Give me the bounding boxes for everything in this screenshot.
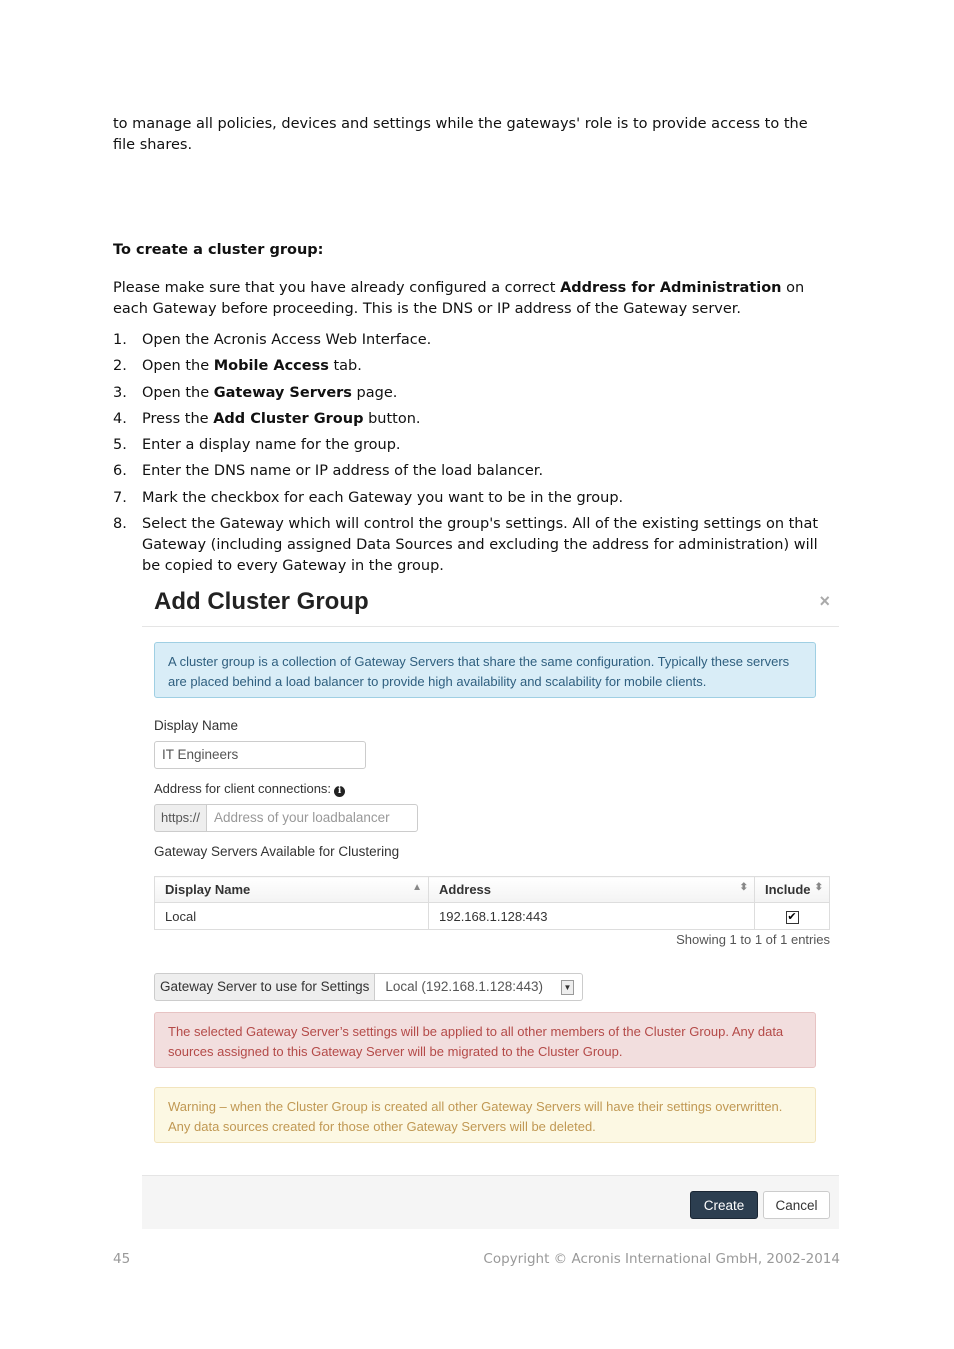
address-label-text: Address for client connections: — [154, 781, 332, 796]
copyright-notice: Copyright © Acronis International GmbH, 2002-2014 — [483, 1251, 840, 1267]
para-text-2: on each Gateway before proceeding. This is the DNS or IP address of the Gateway server. — [113, 280, 805, 317]
header-label: Display Name — [165, 882, 251, 897]
step-text: Open the — [142, 384, 214, 401]
header-label: Include — [765, 882, 811, 897]
cancel-button[interactable]: Cancel — [763, 1191, 830, 1219]
dialog-footer — [142, 1175, 839, 1229]
step-text-end: button. — [363, 410, 421, 427]
warning-alert: Warning – when the Cluster Group is created all other Gateway Servers will have their settings overwritten. Any data sources created for those other Gateway Servers will be deleted. — [154, 1087, 816, 1143]
header-label: Address — [439, 882, 492, 897]
list-item — [113, 435, 833, 456]
servers-label: Gateway Servers Available for Clustering — [154, 844, 400, 859]
settings-select[interactable] — [375, 973, 583, 1001]
list-item — [113, 409, 833, 430]
dialog-header-divider — [142, 626, 839, 627]
step-text-end: page. — [351, 384, 398, 401]
cell-name: Local — [155, 903, 429, 930]
step-number: 1. — [113, 332, 127, 348]
column-header-display-name[interactable] — [155, 877, 429, 903]
dialog-title: Add Cluster Group — [154, 588, 369, 615]
steps-list — [113, 330, 833, 582]
list-item — [113, 330, 833, 351]
display-name-input[interactable]: IT Engineers — [154, 741, 366, 769]
close-icon[interactable]: × — [819, 591, 830, 611]
prerequisite-paragraph — [113, 278, 833, 320]
list-item — [113, 356, 833, 377]
sort-icon: ⬍ — [739, 882, 748, 893]
section-heading: To create a cluster group: — [113, 242, 324, 258]
info-icon[interactable]: i — [334, 786, 345, 797]
step-text: Enter the DNS name or IP address of the load balancer. — [142, 463, 544, 480]
step-number: 8. — [113, 516, 127, 533]
address-input[interactable]: Address of your loadbalancer — [206, 804, 418, 832]
danger-alert: The selected Gateway Server’s settings will be applied to all other members of the Cluster Group. Any data sources assigned to this Gateway Server will be migrated to the Cluster Group. — [154, 1012, 816, 1068]
step-text-end: tab. — [328, 358, 362, 375]
list-item — [113, 383, 833, 404]
table-info: Showing 1 to 1 of 1 entries — [676, 932, 830, 947]
step-number: 6. — [113, 463, 127, 480]
settings-select-value: Local (192.168.1.128:443) — [385, 979, 543, 994]
settings-select-label: Gateway Server to use for Settings — [154, 973, 375, 1001]
step-bold: Add Cluster Group — [213, 410, 364, 427]
https-prefix: https:// — [154, 804, 207, 832]
list-item — [113, 461, 833, 482]
include-checkbox[interactable]: ✔ — [787, 911, 797, 923]
step-bold: Mobile Access — [213, 358, 329, 375]
sort-asc-icon: ▲ — [412, 882, 422, 893]
step-number: 5. — [113, 437, 127, 454]
intro-paragraph: to manage all policies, devices and settings while the gateways' role is to provide access to the file shares. — [113, 116, 808, 153]
table-row — [155, 903, 830, 930]
step-text: Mark the checkbox for each Gateway you want to be in the group. — [142, 489, 624, 506]
cell-include — [755, 903, 830, 930]
add-cluster-group-dialog — [142, 585, 839, 1228]
step-text: Select the Gateway which will control the group's settings. All of the existing settings on that Gateway (including assigned Data Sources and excluding the address for administration) will be copied to every Gateway in the group. — [142, 516, 819, 575]
para-bold: Address for Administration — [560, 280, 782, 296]
sort-icon: ⬍ — [814, 882, 823, 893]
step-bold: Gateway Servers — [213, 384, 352, 401]
settings-select-group — [154, 973, 583, 1001]
page-number: 45 — [113, 1251, 131, 1267]
list-item — [113, 488, 833, 509]
step-text: Enter a display name for the group. — [142, 437, 401, 454]
info-alert: A cluster group is a collection of Gateway Servers that share the same configuration. Typically these servers are placed behind a load balancer to provide high availability and scalability for mobile clients. — [154, 642, 816, 698]
step-number: 3. — [113, 384, 127, 401]
display-name-label: Display Name — [154, 718, 239, 733]
step-number: 7. — [113, 489, 127, 506]
para-text-1: Please make sure that you have already configured a correct — [113, 280, 561, 296]
address-label — [154, 781, 345, 797]
step-number: 2. — [113, 358, 127, 375]
step-text: Open the — [142, 358, 214, 375]
gateway-servers-table — [154, 876, 830, 930]
column-header-address[interactable] — [429, 877, 755, 903]
cell-address: 192.168.1.128:443 — [429, 903, 755, 930]
column-header-include[interactable] — [755, 877, 830, 903]
step-number: 4. — [113, 410, 127, 427]
chevron-down-icon: ▼ — [561, 980, 574, 995]
create-button[interactable]: Create — [690, 1191, 758, 1219]
list-item — [113, 514, 833, 577]
step-text: Open the Acronis Access Web Interface. — [142, 332, 432, 348]
step-text: Press the — [142, 410, 214, 427]
